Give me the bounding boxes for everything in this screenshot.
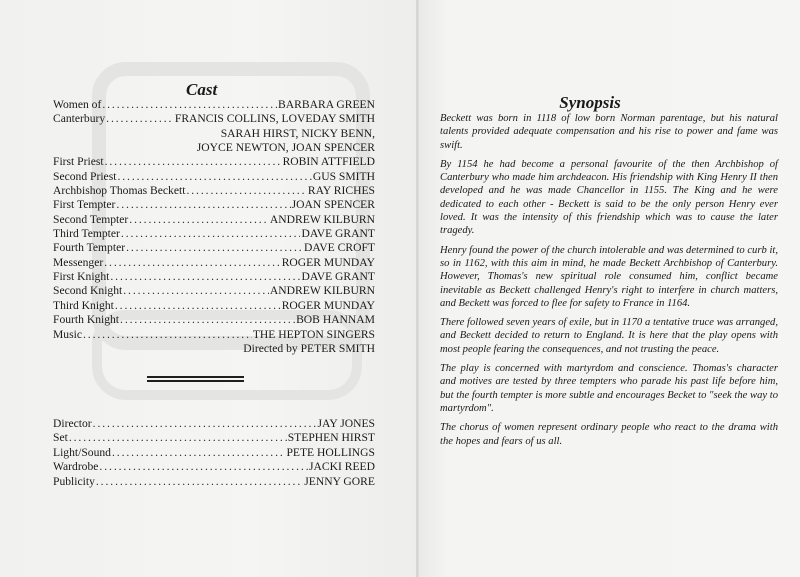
role-name: Third Knight xyxy=(53,298,114,312)
cast-row xyxy=(53,213,375,227)
dot-leader xyxy=(120,313,295,327)
synopsis-paragraph: By 1154 he had become a personal favourite of the then Archbishop of Canterbury who made him archdeacon. His friendship with King Henry II then developed and he was made Chancellor in 1155. The King and he were dedicated to each other - Beckett is said to be the only person Henry ever loved. It was the intensity of this friendship which was to cause the later tragedy. xyxy=(440,158,778,237)
dot-leader xyxy=(126,241,303,255)
dot-leader xyxy=(110,270,300,284)
crew-row xyxy=(53,431,375,445)
synopsis-paragraph: The play is concerned with martyrdom and conscience. Thomas's character and motives are tested by three tempters who parade his past life before him, but the fourth tempter is more subtle and encourages Becket to "seek the way to martyrdom". xyxy=(440,363,778,414)
synopsis-paragraph: Henry found the power of the church intolerable and was determined to curb it, so in 1162, with this aim in mind, he made Beckett Archbishop of Canterbury. However, Thomas's new spiritual role consumed him, conflict became inevitable as Beckett challenged Henry's right to interfere in church matters, and Beckett was forced to flee for safety to France in 1164. xyxy=(440,244,778,309)
crew-person: JACKI REED xyxy=(308,460,375,474)
dot-leader xyxy=(93,417,317,431)
crew-role: Light/Sound xyxy=(53,445,111,459)
role-name: Second Knight xyxy=(53,284,123,298)
synopsis-paragraph: The chorus of women represent ordinary people who react to the drama with the hopes and fears of us all. xyxy=(440,422,778,447)
dot-leader xyxy=(123,284,269,298)
actor-name: RAY RICHES xyxy=(307,184,375,198)
dot-leader xyxy=(69,431,287,445)
cast-row xyxy=(53,328,375,342)
actor-name: JOAN SPENCER xyxy=(291,198,375,212)
actor-name: ROGER MUNDAY xyxy=(281,298,375,312)
crew-person: PETE HOLLINGS xyxy=(286,445,375,459)
role-name: Archbishop Thomas Beckett xyxy=(53,184,186,198)
cast-continuation: JOYCE NEWTON, JOAN SPENCER xyxy=(196,141,375,155)
role-name: First Priest xyxy=(53,155,104,169)
cast-row xyxy=(53,227,375,241)
cast-row xyxy=(53,170,375,184)
actor-name: DAVE CROFT xyxy=(304,241,375,255)
role-name: Messenger xyxy=(53,255,104,269)
actor-name: GUS SMITH xyxy=(312,169,375,183)
crew-person: STEPHEN HIRST xyxy=(287,431,375,445)
dot-leader xyxy=(83,328,252,342)
separator-rule xyxy=(147,376,244,378)
cast-row xyxy=(53,98,375,112)
dot-leader xyxy=(105,155,282,169)
cast-row xyxy=(53,270,375,284)
actor-name: BOB HANNAM xyxy=(296,313,375,327)
crew-person: JAY JONES xyxy=(317,417,375,430)
cast-row xyxy=(53,284,375,298)
role-name: Women of xyxy=(53,98,102,111)
dot-leader xyxy=(106,112,174,126)
dot-leader xyxy=(186,184,306,198)
cast-row xyxy=(53,299,375,313)
center-fold xyxy=(416,0,419,577)
crew-row xyxy=(53,446,375,460)
crew-row xyxy=(53,475,375,489)
cast-continuation: SARAH HIRST, NICKY BENN, xyxy=(220,126,375,140)
role-name: Canterbury xyxy=(53,112,106,126)
actor-name: ROGER MUNDAY xyxy=(281,255,375,269)
dot-leader xyxy=(96,475,303,489)
directed-by: Directed by PETER SMITH xyxy=(243,341,375,355)
cast-row xyxy=(53,198,375,212)
dot-leader xyxy=(112,446,285,460)
synopsis-paragraph: Beckett was born in 1118 of low born Norman parentage, but his natural talents provided adequate compensation and his rise to power and fame was swift. xyxy=(440,113,778,151)
dot-leader xyxy=(129,213,269,227)
role-name: Fourth Knight xyxy=(53,313,120,327)
crew-role: Director xyxy=(53,417,92,430)
role-name: Second Tempter xyxy=(53,212,129,226)
dot-leader xyxy=(104,256,280,270)
separator-rule xyxy=(147,380,244,382)
role-name: Music xyxy=(53,327,82,341)
synopsis-heading: Synopsis xyxy=(559,93,621,112)
crew-list xyxy=(53,417,375,489)
actor-name: DAVE GRANT xyxy=(301,227,375,241)
actor-name: DAVE GRANT xyxy=(301,270,375,284)
crew-role: Publicity xyxy=(53,474,95,488)
role-name: Second Priest xyxy=(53,169,117,183)
cast-row xyxy=(53,313,375,327)
cast-row xyxy=(53,241,375,255)
dot-leader xyxy=(99,460,308,474)
cast-row xyxy=(53,155,375,169)
cast-list xyxy=(53,98,375,356)
actor-name: BARBARA GREEN xyxy=(278,98,375,111)
role-name: Fourth Tempter xyxy=(53,241,126,255)
actor-name: ANDREW KILBURN xyxy=(269,284,375,298)
dot-leader xyxy=(115,299,281,313)
actor-name: ROBIN ATTFIELD xyxy=(282,155,375,169)
dot-leader xyxy=(102,98,277,112)
actor-name: THE HEPTON SINGERS xyxy=(252,327,375,341)
role-name: First Knight xyxy=(53,270,110,284)
cast-row xyxy=(53,184,375,198)
cast-row xyxy=(53,112,375,126)
synopsis-body xyxy=(440,112,778,454)
dot-leader xyxy=(116,198,290,212)
crew-row xyxy=(53,417,375,431)
role-name: First Tempter xyxy=(53,198,116,212)
actor-name: FRANCIS COLLINS, LOVEDAY SMITH xyxy=(174,112,375,126)
crew-role: Set xyxy=(53,431,68,445)
synopsis-paragraph: There followed seven years of exile, but in 1170 a tentative truce was arranged, and Beckett decided to return to England. It is here that the play opens with most people fearing the consequences, and not trusting the peace. xyxy=(440,317,778,355)
crew-role: Wardrobe xyxy=(53,460,99,474)
crew-row xyxy=(53,460,375,474)
role-name: Third Tempter xyxy=(53,227,120,241)
crew-person: JENNY GORE xyxy=(304,474,375,488)
actor-name: ANDREW KILBURN xyxy=(269,212,375,226)
cast-heading: Cast xyxy=(186,80,218,99)
dot-leader xyxy=(121,227,301,241)
dot-leader xyxy=(117,170,311,184)
cast-row xyxy=(53,256,375,270)
